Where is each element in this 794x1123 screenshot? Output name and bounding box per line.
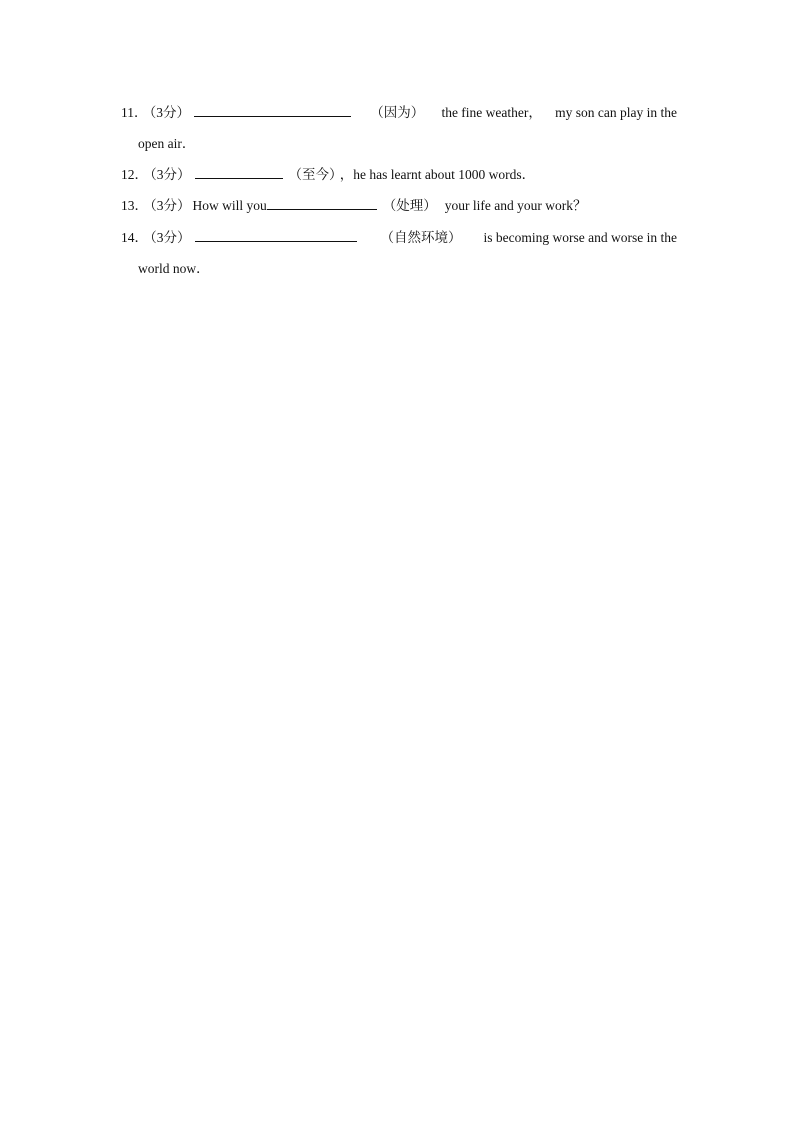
question-hint: （至今） [288, 167, 336, 182]
question-11 [121, 97, 677, 159]
question-text: your life and your work？ [444, 198, 587, 213]
question-hint: （因为） [370, 105, 425, 120]
question-prefix: How will you [192, 198, 267, 213]
question-score: （3分） [149, 105, 190, 120]
question-number: 11． [121, 105, 148, 120]
answer-blank[interactable] [267, 194, 377, 210]
question-score: （3分） [150, 230, 191, 245]
question-hint: （处理） [382, 198, 437, 213]
answer-blank[interactable] [194, 101, 351, 117]
question-13 [121, 190, 677, 221]
question-11-line-1 [121, 97, 677, 128]
question-text-continued: world now． [138, 261, 210, 276]
question-text: is becoming worse and worse in the [483, 230, 677, 245]
question-number: 12． [121, 167, 148, 182]
question-number: 14． [121, 230, 148, 245]
answer-blank[interactable] [195, 226, 357, 242]
question-text: the fine weather， [441, 105, 542, 120]
question-score: （3分） [150, 167, 191, 182]
question-number: 13． [121, 198, 148, 213]
question-12 [121, 159, 677, 190]
question-14 [121, 222, 677, 284]
question-text: my son can play in the [555, 105, 677, 120]
question-score: （3分） [150, 198, 191, 213]
question-text: ，he has learnt about 1000 words． [339, 167, 536, 182]
question-hint: （自然环境） [380, 230, 462, 245]
question-14-line-1 [121, 222, 677, 253]
question-text-continued: open air． [138, 136, 196, 151]
answer-blank[interactable] [195, 163, 283, 179]
